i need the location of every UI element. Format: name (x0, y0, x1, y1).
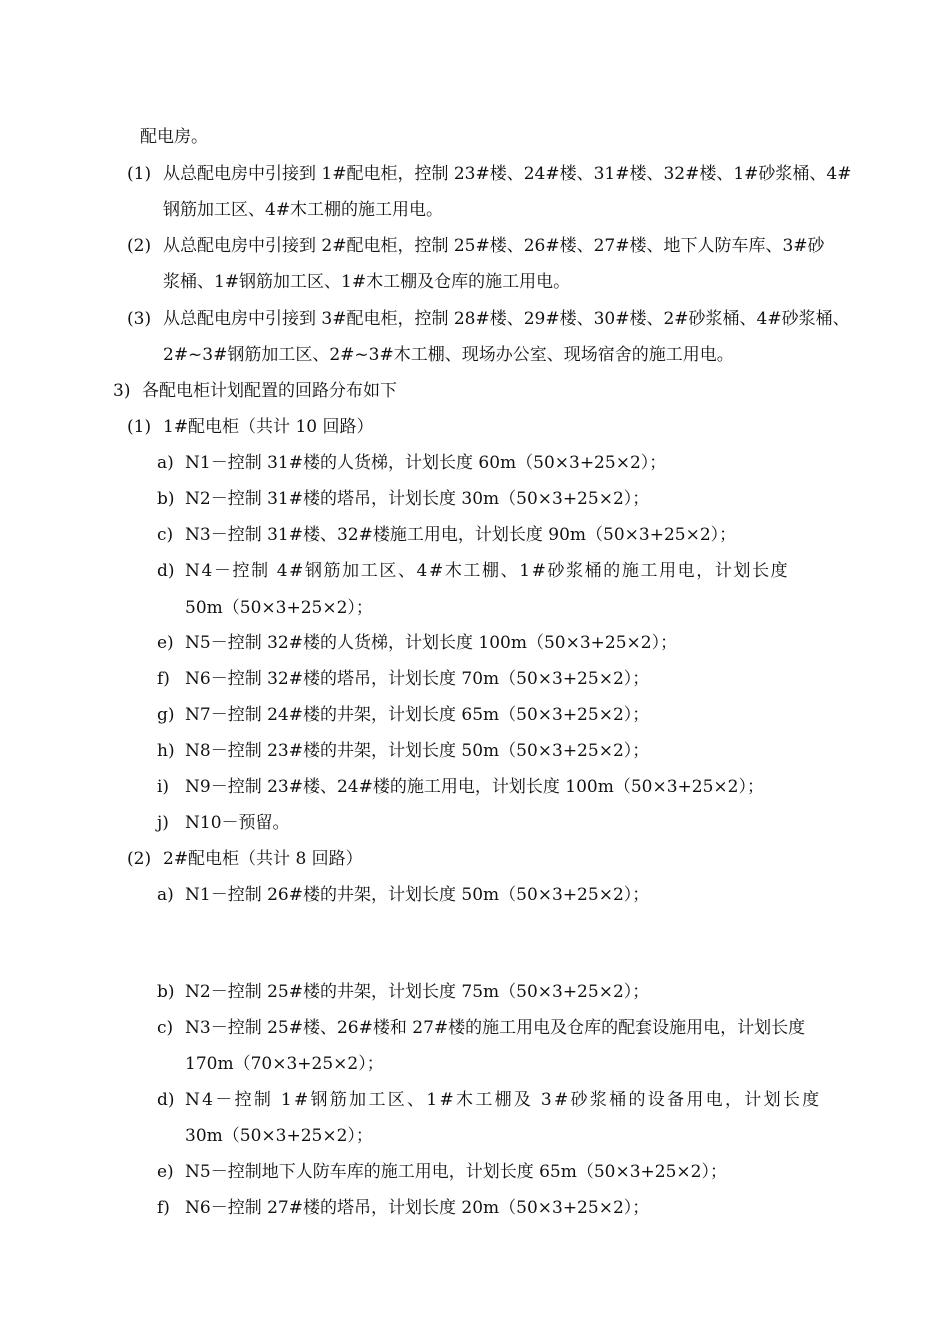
section-3-title: 各配电柜计划配置的回路分布如下 (142, 381, 397, 401)
cabinet-1-number: (1) (127, 417, 152, 437)
cabinet-2-item-f-label: f) (157, 1198, 170, 1218)
cabinet-intro-1-line2: 钢筋加工区、4#木工棚的施工用电。 (163, 200, 444, 220)
cabinet-1-item-e-label: e) (157, 633, 174, 653)
cabinet-intro-2-number: (2) (127, 236, 152, 256)
cabinet-2-item-b-label: b) (157, 982, 175, 1002)
cabinet-intro-2-line1: 从总配电房中引接到 2#配电柜，控制 25#楼、26#楼、27#楼、地下人防车库、3#砂 (163, 236, 825, 256)
cabinet-1-item-d-text: N4－控制 4#钢筋加工区、4#木工棚、1#砂浆桶的施工用电，计划长度 (185, 561, 790, 581)
cabinet-1-item-a-text: N1－控制 31#楼的人货梯，计划长度 60m（50×3+25×2）； (185, 453, 667, 473)
cabinet-2-number: (2) (127, 849, 152, 869)
intro-tail: 配电房。 (140, 127, 208, 147)
cabinet-2-item-e-text: N5－控制地下人防车库的施工用电，计划长度 65m（50×3+25×2）； (185, 1162, 727, 1182)
cabinet-intro-3-line2: 2#~3#钢筋加工区、2#~3#木工棚、现场办公室、现场宿舍的施工用电。 (163, 345, 734, 365)
section-3-number: 3) (113, 381, 131, 401)
cabinet-intro-1-line1: 从总配电房中引接到 1#配电柜，控制 23#楼、24#楼、31#楼、32#楼、1#砂浆桶、4# (163, 164, 852, 184)
cabinet-2-item-f-text: N6－控制 27#楼的塔吊，计划长度 20m（50×3+25×2）； (185, 1198, 650, 1218)
cabinet-1-item-i-label: i) (157, 777, 170, 797)
cabinet-1-item-g-label: g) (157, 705, 175, 725)
cabinet-1-item-b-label: b) (157, 489, 175, 509)
cabinet-1-item-d-cont: 50m（50×3+25×2）； (185, 598, 373, 618)
cabinet-2-item-a-text: N1－控制 26#楼的井架，计划长度 50m（50×3+25×2）； (185, 885, 650, 905)
cabinet-2-item-e-label: e) (157, 1162, 174, 1182)
cabinet-2-item-b-text: N2－控制 25#楼的井架，计划长度 75m（50×3+25×2）； (185, 982, 650, 1002)
cabinet-1-item-j-text: N10－预留。 (185, 813, 290, 833)
cabinet-1-item-f-label: f) (157, 669, 170, 689)
cabinet-1-item-a-label: a) (157, 453, 174, 473)
cabinet-1-item-j-label: j) (157, 813, 169, 833)
cabinet-1-title: 1#配电柜（共计 10 回路） (163, 417, 374, 437)
cabinet-2-title: 2#配电柜（共计 8 回路） (163, 849, 363, 869)
cabinet-intro-3-number: (3) (127, 309, 152, 329)
cabinet-2-item-c-text: N3－控制 25#楼、26#楼和 27#楼的施工用电及仓库的配套设施用电，计划长度 (185, 1018, 806, 1038)
cabinet-2-item-d-text: N4－控制 1#钢筋加工区、1#木工棚及 3#砂浆桶的设备用电，计划长度 (185, 1090, 822, 1110)
cabinet-1-item-f-text: N6－控制 32#楼的塔吊，计划长度 70m（50×3+25×2）； (185, 669, 650, 689)
cabinet-2-item-c-label: c) (157, 1018, 174, 1038)
cabinet-1-item-h-label: h) (157, 741, 175, 761)
cabinet-1-item-e-text: N5－控制 32#楼的人货梯，计划长度 100m（50×3+25×2）； (185, 633, 678, 653)
cabinet-1-item-h-text: N8－控制 23#楼的井架，计划长度 50m（50×3+25×2）； (185, 741, 650, 761)
cabinet-1-item-i-text: N9－控制 23#楼、24#楼的施工用电，计划长度 100m（50×3+25×2）； (185, 777, 764, 797)
cabinet-2-item-d-label: d) (157, 1090, 175, 1110)
cabinet-intro-3-line1: 从总配电房中引接到 3#配电柜，控制 28#楼、29#楼、30#楼、2#砂浆桶、4#砂浆桶、 (163, 309, 850, 329)
cabinet-intro-2-line2: 浆桶、1#钢筋加工区、1#木工棚及仓库的施工用电。 (163, 272, 571, 292)
cabinet-1-item-g-text: N7－控制 24#楼的井架，计划长度 65m（50×3+25×2）； (185, 705, 650, 725)
cabinet-2-item-a-label: a) (157, 885, 174, 905)
cabinet-1-item-d-label: d) (157, 561, 175, 581)
cabinet-intro-1-number: (1) (127, 164, 152, 184)
cabinet-1-item-b-text: N2－控制 31#楼的塔吊，计划长度 30m（50×3+25×2）； (185, 489, 650, 509)
cabinet-2-item-d-cont: 30m（50×3+25×2）； (185, 1126, 373, 1146)
cabinet-2-item-c-cont: 170m（70×3+25×2）； (185, 1054, 384, 1074)
cabinet-1-item-c-label: c) (157, 525, 174, 545)
cabinet-1-item-c-text: N3－控制 31#楼、32#楼施工用电，计划长度 90m（50×3+25×2）； (185, 525, 737, 545)
